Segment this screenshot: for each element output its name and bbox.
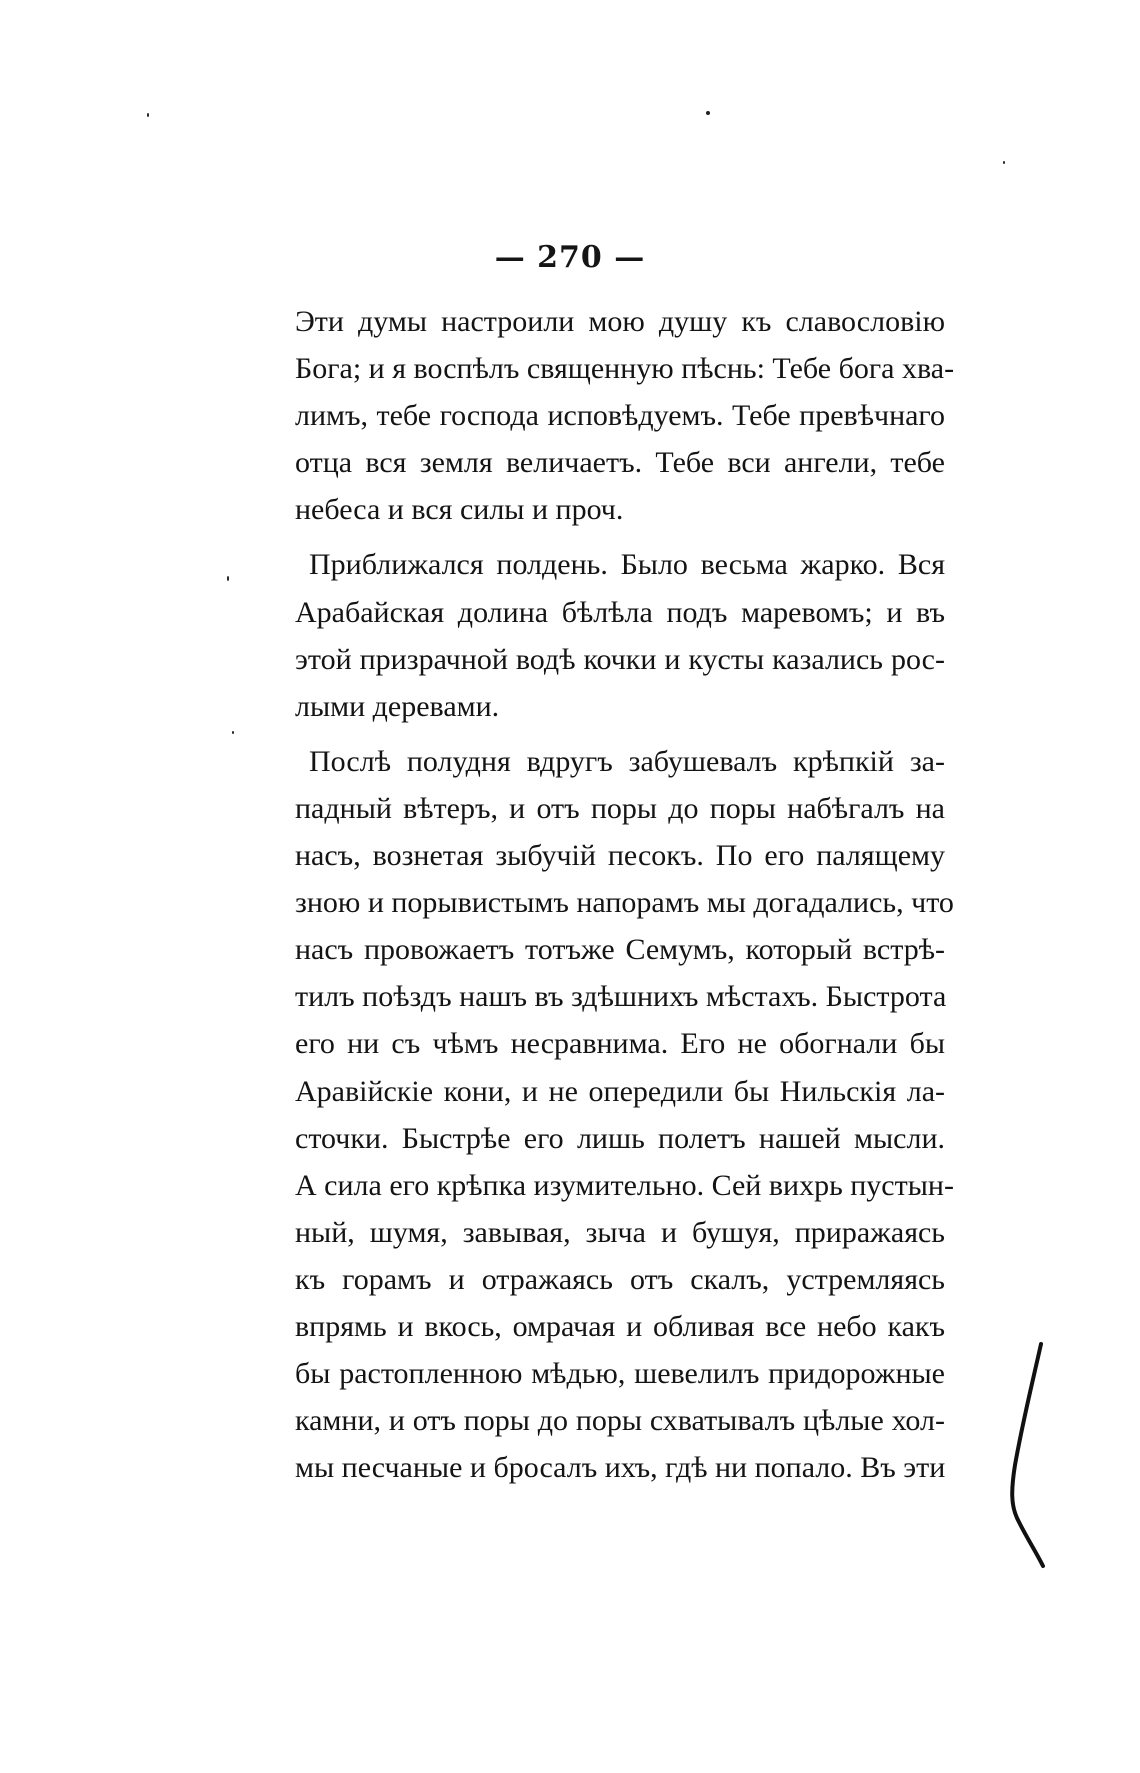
text-line: ный, шумя, завывая, зыча и бушуя, приражаясь: [295, 1215, 945, 1249]
body-text: [295, 298, 955, 1491]
text-line: отца вся земля величаетъ. Тебе вси ангели, тебе: [295, 446, 945, 480]
text-line: лимъ, тебе господа исповѣдуемъ. Тебе превѣчнаго: [295, 399, 945, 433]
text-line: впрямь и вкось, омрачая и обливая все небо какъ: [295, 1309, 945, 1343]
print-speck: [706, 111, 710, 115]
margin-scan-mark: [1005, 1340, 1055, 1570]
text-line: сточки. Быстрѣе его лишь полетъ нашей мысли.: [295, 1121, 945, 1155]
text-line: насъ провожаетъ тотъже Семумъ, который встрѣ-: [295, 933, 945, 967]
print-speck: [1003, 161, 1005, 164]
text-line: тилъ поѣздъ нашъ въ здѣшнихъ мѣстахъ. Быстрота: [295, 980, 947, 1014]
text-line: падный вѣтеръ, и отъ поры до поры набѣгалъ на: [295, 791, 945, 825]
page-number: — 270 —: [494, 240, 646, 275]
text-line: А сила его крѣпка изумительно. Сей вихрь пустын-: [295, 1168, 954, 1202]
text-line: къ горамъ и отражаясь отъ скалъ, устремляясь: [295, 1262, 945, 1296]
text-line: насъ, вознетая зыбучій песокъ. По его палящему: [295, 839, 945, 873]
print-speck: [227, 576, 229, 581]
text-line: Приближался полдень. Было весьма жарко. Вся: [309, 548, 945, 582]
text-line: лыми деревами.: [295, 689, 500, 723]
text-line: Аравійскіе кони, и не опередили бы Нильскія ла-: [295, 1074, 945, 1108]
print-speck: [147, 113, 149, 117]
text-line: Бога; и я воспѣлъ священную пѣснь: Тебе бога хва-: [295, 352, 955, 386]
text-line: мы песчаные и бросалъ ихъ, гдѣ ни попало. Въ эти: [295, 1451, 946, 1485]
text-line: его ни съ чѣмъ несравнима. Его не обогнали бы: [295, 1027, 945, 1061]
text-line: зною и порывистымъ напорамъ мы догадались, что: [295, 886, 954, 920]
paragraph-gap: [295, 730, 945, 738]
text-line: этой призрачной водѣ кочки и кусты казались рос-: [295, 642, 945, 676]
text-line: небеса и вся силы и проч.: [295, 493, 624, 527]
paragraph-gap: [295, 533, 945, 541]
text-line: Послѣ полудня вдругъ забушевалъ крѣпкій за-: [309, 744, 945, 778]
text-line: Арабайская долина бѣлѣла подъ маревомъ; и въ: [295, 595, 945, 629]
text-line: Эти думы настроили мою душу къ славословію: [295, 305, 945, 338]
print-speck: [232, 731, 234, 734]
text-line: бы растопленною мѣдью, шевелилъ придорожные: [295, 1357, 945, 1391]
text-line: камни, и отъ поры до поры схватывалъ цѣлые хол-: [295, 1404, 945, 1438]
